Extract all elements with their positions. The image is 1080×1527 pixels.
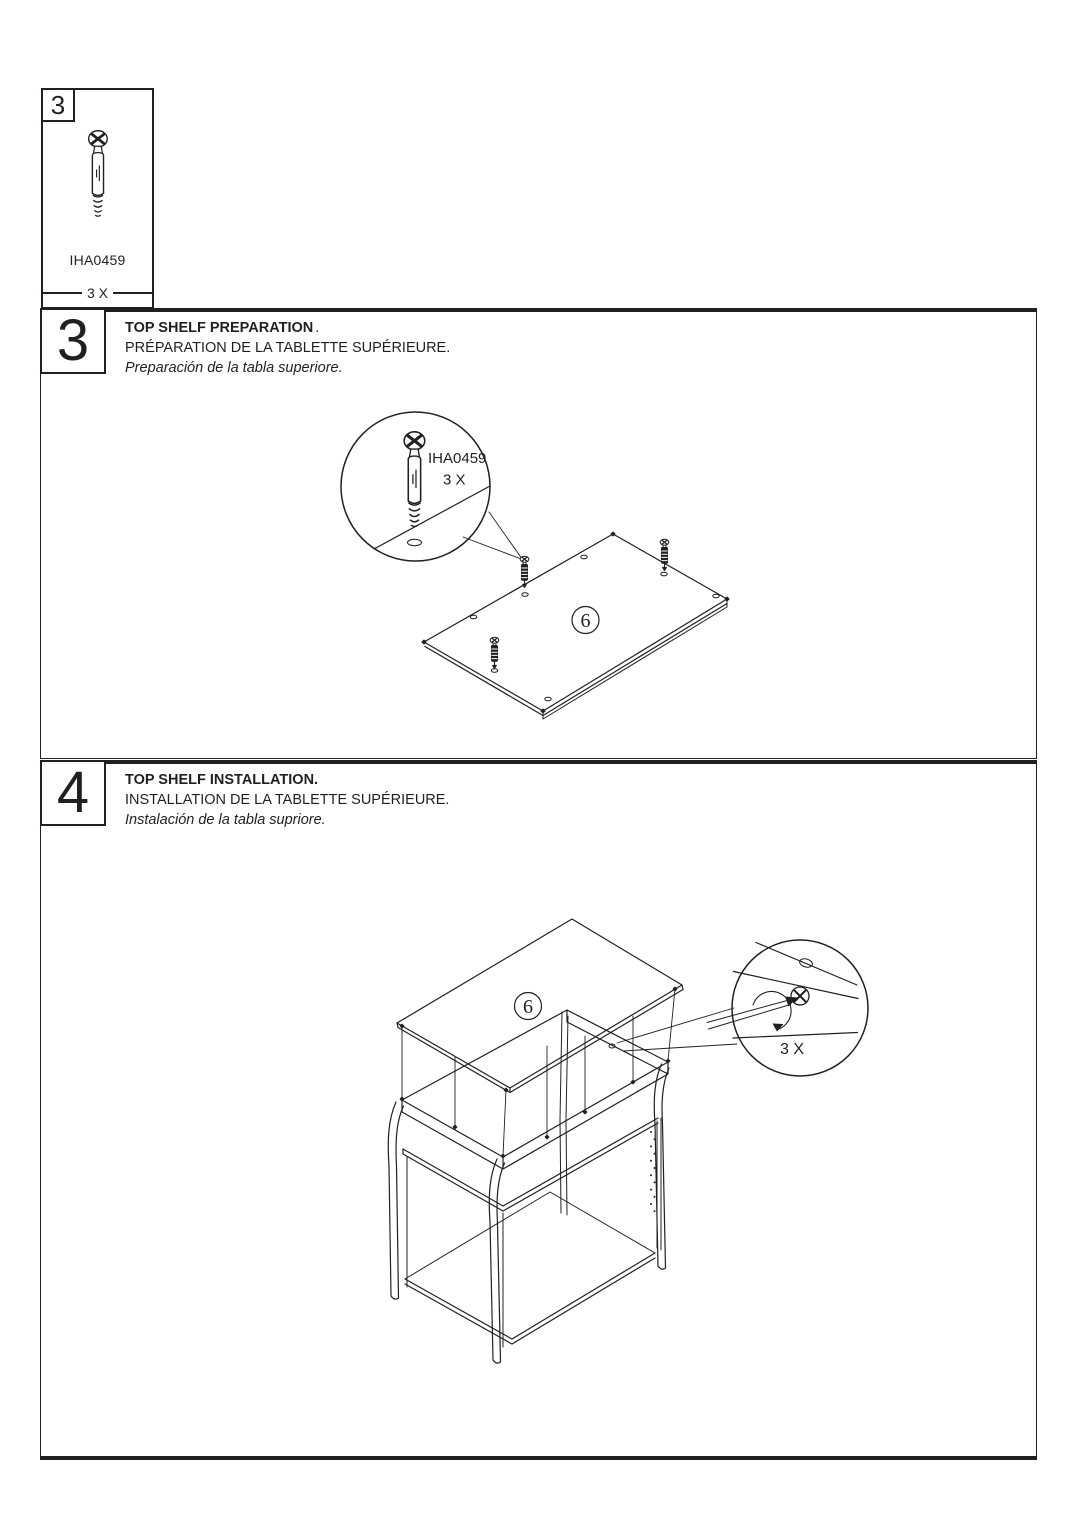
part-number-badge: [572, 607, 599, 634]
panel-label: 6: [580, 610, 591, 632]
part-code-label: IHA0459: [69, 252, 126, 268]
callout-quantity: 3 X: [779, 1041, 805, 1058]
cabinet-legs: [388, 1012, 669, 1363]
screwdriver-icon: [707, 997, 798, 1030]
step-4-title-fr: INSTALLATION DE LA TABLETTE SUPÉRIEURE.: [125, 792, 450, 808]
part-quantity-label: 3 X: [87, 285, 109, 301]
step-4-figure: [388, 919, 868, 1363]
magnifier-circle: [707, 940, 868, 1076]
step-4-number: 4: [56, 760, 90, 825]
rotation-arrow-icon: [753, 991, 791, 1031]
step-4-title-en: TOP SHELF INSTALLATION.: [125, 772, 319, 788]
screw-head-icon: [791, 987, 809, 1005]
parts-box-step-number: 3: [50, 90, 66, 120]
top-shelf-panel: [422, 532, 729, 719]
panel-label: 6: [523, 996, 533, 1018]
top-shelf-panel: [397, 919, 683, 1093]
cam-dowel-screw-icon: [404, 432, 425, 527]
screw-icon: [490, 637, 499, 668]
step-3-title-fr: PRÉPARATION DE LA TABLETTE SUPÉRIEURE.: [125, 340, 451, 356]
step-3-number: 3: [56, 308, 90, 373]
callout-part-code: IHA0459: [428, 450, 487, 467]
step-3-figure: [341, 412, 729, 719]
callout-quantity: 3 X: [443, 471, 466, 489]
shelf-pin-holes: [650, 1131, 656, 1212]
cabinet-frame: [388, 1010, 669, 1363]
part-number-badge: [515, 993, 542, 1020]
step-3-title-en: TOP SHELF PREPARATION .: [125, 320, 320, 336]
step-3-title-es: Preparación de la tabla superiore.: [125, 360, 343, 376]
screw-icon: [660, 539, 669, 570]
cam-dowel-screw-icon: [89, 131, 108, 217]
step-4-title-es: Instalación de la tabla supriore.: [125, 812, 326, 828]
